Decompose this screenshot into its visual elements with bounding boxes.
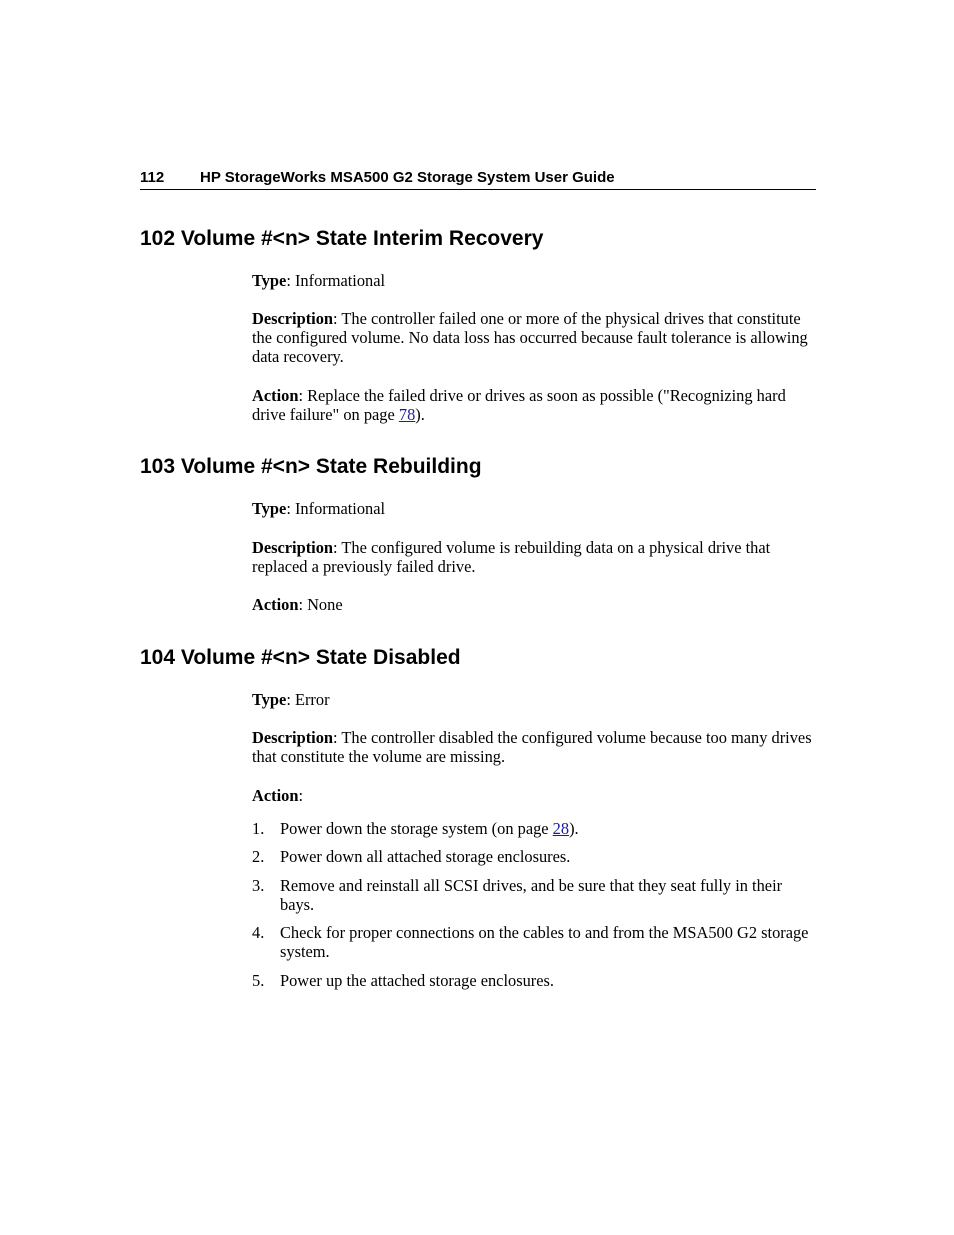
list-item-text: Remove and reinstall all SCSI drives, and be sure that they seat fully in their bays. <box>280 876 783 914</box>
type-line <box>252 690 817 709</box>
type-line <box>252 499 817 518</box>
list-item <box>252 819 817 838</box>
type-value: : Informational <box>286 271 386 290</box>
description-text: : The controller failed one or more of the physical drives that constitute the configured volume. No data loss has occurred because fault tolerance is allowing data recovery. <box>252 309 808 366</box>
type-label: Type <box>252 271 287 290</box>
guide-title: HP StorageWorks MSA500 G2 Storage System User Guide <box>200 169 615 186</box>
description-label: Description <box>252 309 334 328</box>
list-item-text: Power down all attached storage enclosures. <box>280 847 571 866</box>
action-paragraph <box>252 386 817 424</box>
action-text: : None <box>298 595 343 614</box>
description-text: : The controller disabled the configured volume because too many drives that constitute the volume are missing. <box>252 728 812 766</box>
description-text: : The configured volume is rebuilding data on a physical drive that replaced a previously failed drive. <box>252 538 771 576</box>
list-item-text: Power up the attached storage enclosures. <box>280 971 554 990</box>
action-text: : Replace the failed drive or drives as soon as possible ("Recognizing hard drive failure" on page <box>252 386 786 424</box>
page-reference-link[interactable]: 28 <box>552 819 570 838</box>
section-heading-102: 102 Volume #<n> State Interim Recovery <box>140 227 544 250</box>
list-item-number: 3. <box>252 876 265 895</box>
description-label: Description <box>252 538 334 557</box>
action-label: Action <box>252 386 299 405</box>
list-item-text: Power down the storage system (on page 28). <box>280 819 579 838</box>
type-label: Type <box>252 690 287 709</box>
list-item-text: Check for proper connections on the cables to and from the MSA500 G2 storage system. <box>280 923 809 961</box>
page-reference-link[interactable]: 78 <box>398 405 416 424</box>
description-paragraph <box>252 728 817 766</box>
description-paragraph <box>252 538 817 576</box>
action-paragraph <box>252 786 817 805</box>
type-value: : Informational <box>286 499 386 518</box>
action-paragraph <box>252 595 817 614</box>
action-text: : <box>298 786 303 805</box>
description-paragraph <box>252 309 817 366</box>
section-heading-104: 104 Volume #<n> State Disabled <box>140 646 461 669</box>
action-label: Action <box>252 786 299 805</box>
list-item <box>252 847 817 866</box>
page-number: 112 <box>140 169 165 186</box>
list-item <box>252 923 817 961</box>
action-label: Action <box>252 595 299 614</box>
running-header <box>140 168 816 190</box>
list-item-number: 4. <box>252 923 265 942</box>
list-item-number: 5. <box>252 971 265 990</box>
section-heading-103: 103 Volume #<n> State Rebuilding <box>140 455 482 478</box>
action-text-end: ). <box>415 405 425 424</box>
type-label: Type <box>252 499 287 518</box>
list-item <box>252 971 817 990</box>
list-item-number: 1. <box>252 819 265 838</box>
type-value: : Error <box>286 690 330 709</box>
list-item <box>252 876 817 914</box>
list-item-number: 2. <box>252 847 265 866</box>
description-label: Description <box>252 728 334 747</box>
type-line <box>252 271 817 290</box>
